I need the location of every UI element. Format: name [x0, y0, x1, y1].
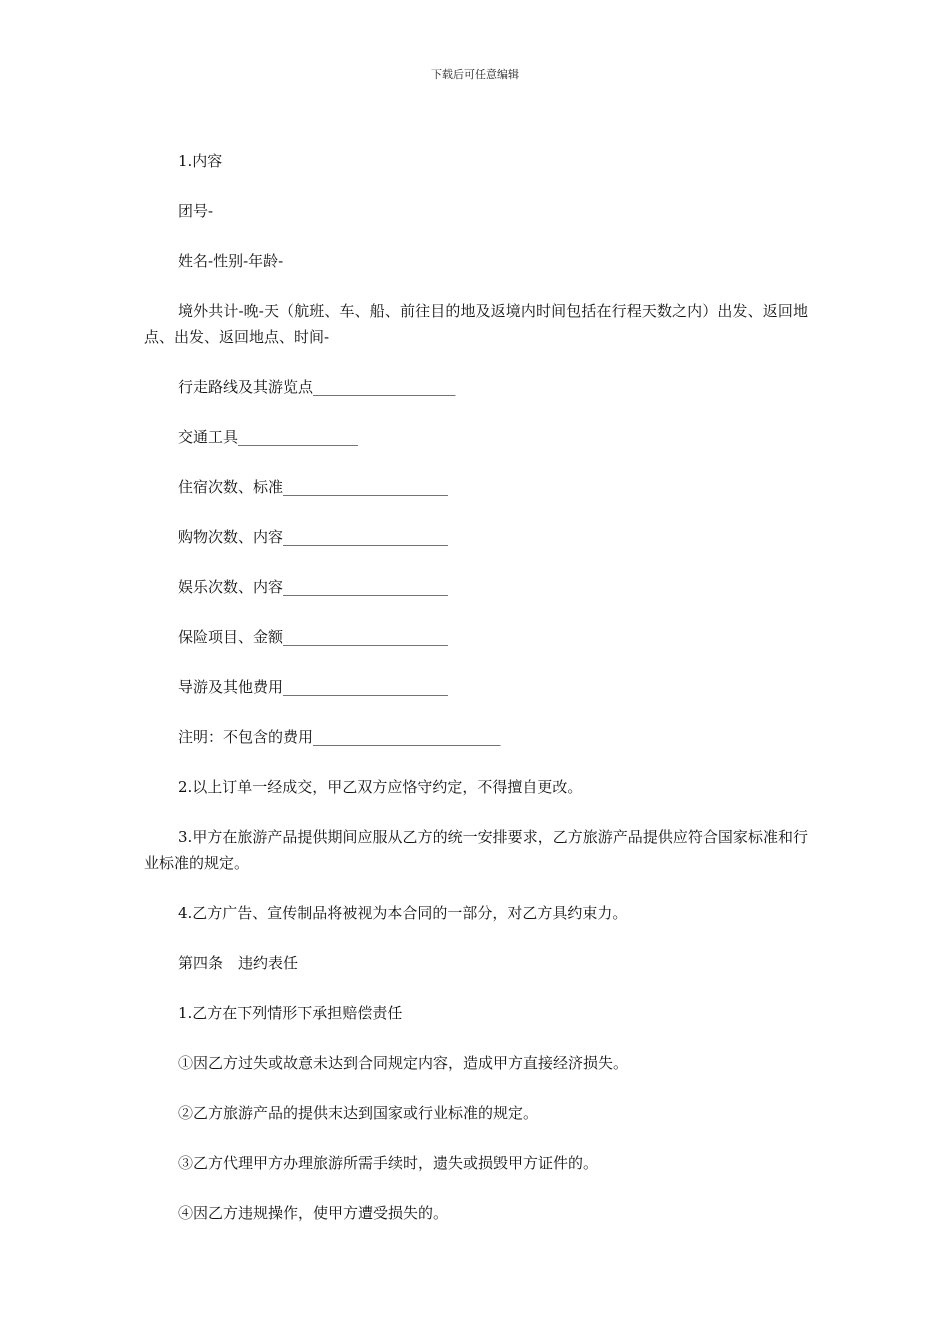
page-header: 下载后可任意编辑	[431, 68, 519, 81]
liability-item-2: ②乙方旅游产品的提供末达到国家或行业标准的规定。	[178, 1104, 539, 1122]
transport-field: 交通工具________________	[178, 428, 359, 446]
accommodation-field: 住宿次数、标准______________________	[178, 478, 449, 496]
clause-2: 2.以上订单一经成交，甲乙双方应恪守约定，不得擅自更改。	[178, 778, 583, 796]
route-field: 行走路线及其游览点___________________	[178, 378, 456, 396]
liability-intro: 1.乙方在下列情形下承担赔偿责任	[178, 1004, 403, 1022]
entertainment-field: 娱乐次数、内容______________________	[178, 578, 449, 596]
group-number-field: 团号-	[178, 202, 214, 220]
clause-4: 4.乙方广告、宣传制品将被视为本合同的一部分，对乙方具约束力。	[178, 904, 628, 922]
excluded-fees-note: 注明：不包含的费用_________________________	[178, 728, 501, 746]
content-heading: 1.内容	[178, 152, 223, 170]
liability-item-4: ④因乙方违规操作，使甲方遭受损失的。	[178, 1204, 449, 1222]
clause-3: 3.甲方在旅游产品提供期间应服从乙方的统一安排要求，乙方旅游产品提供应符合国家标准和行业标准的规定。	[144, 828, 808, 872]
guide-fees-field: 导游及其他费用______________________	[178, 678, 449, 696]
liability-item-1: ①因乙方过失或故意未达到合同规定内容，造成甲方直接经济损失。	[178, 1054, 629, 1072]
name-gender-age-field: 姓名-性别-年龄-	[178, 252, 284, 270]
article-four-heading: 第四条 违约表任	[178, 954, 299, 972]
liability-item-3: ③乙方代理甲方办理旅游所需手续时，遗失或损毁甲方证件的。	[178, 1154, 599, 1172]
shopping-field: 购物次数、内容______________________	[178, 528, 449, 546]
document-body	[144, 148, 808, 1250]
insurance-field: 保险项目、金额______________________	[178, 628, 449, 646]
itinerary-days-paragraph: 境外共计-晚-天（航班、车、船、前往目的地及返境内时间包括在行程天数之内）出发、返回地点、出发、返回地点、时间-	[144, 302, 808, 346]
